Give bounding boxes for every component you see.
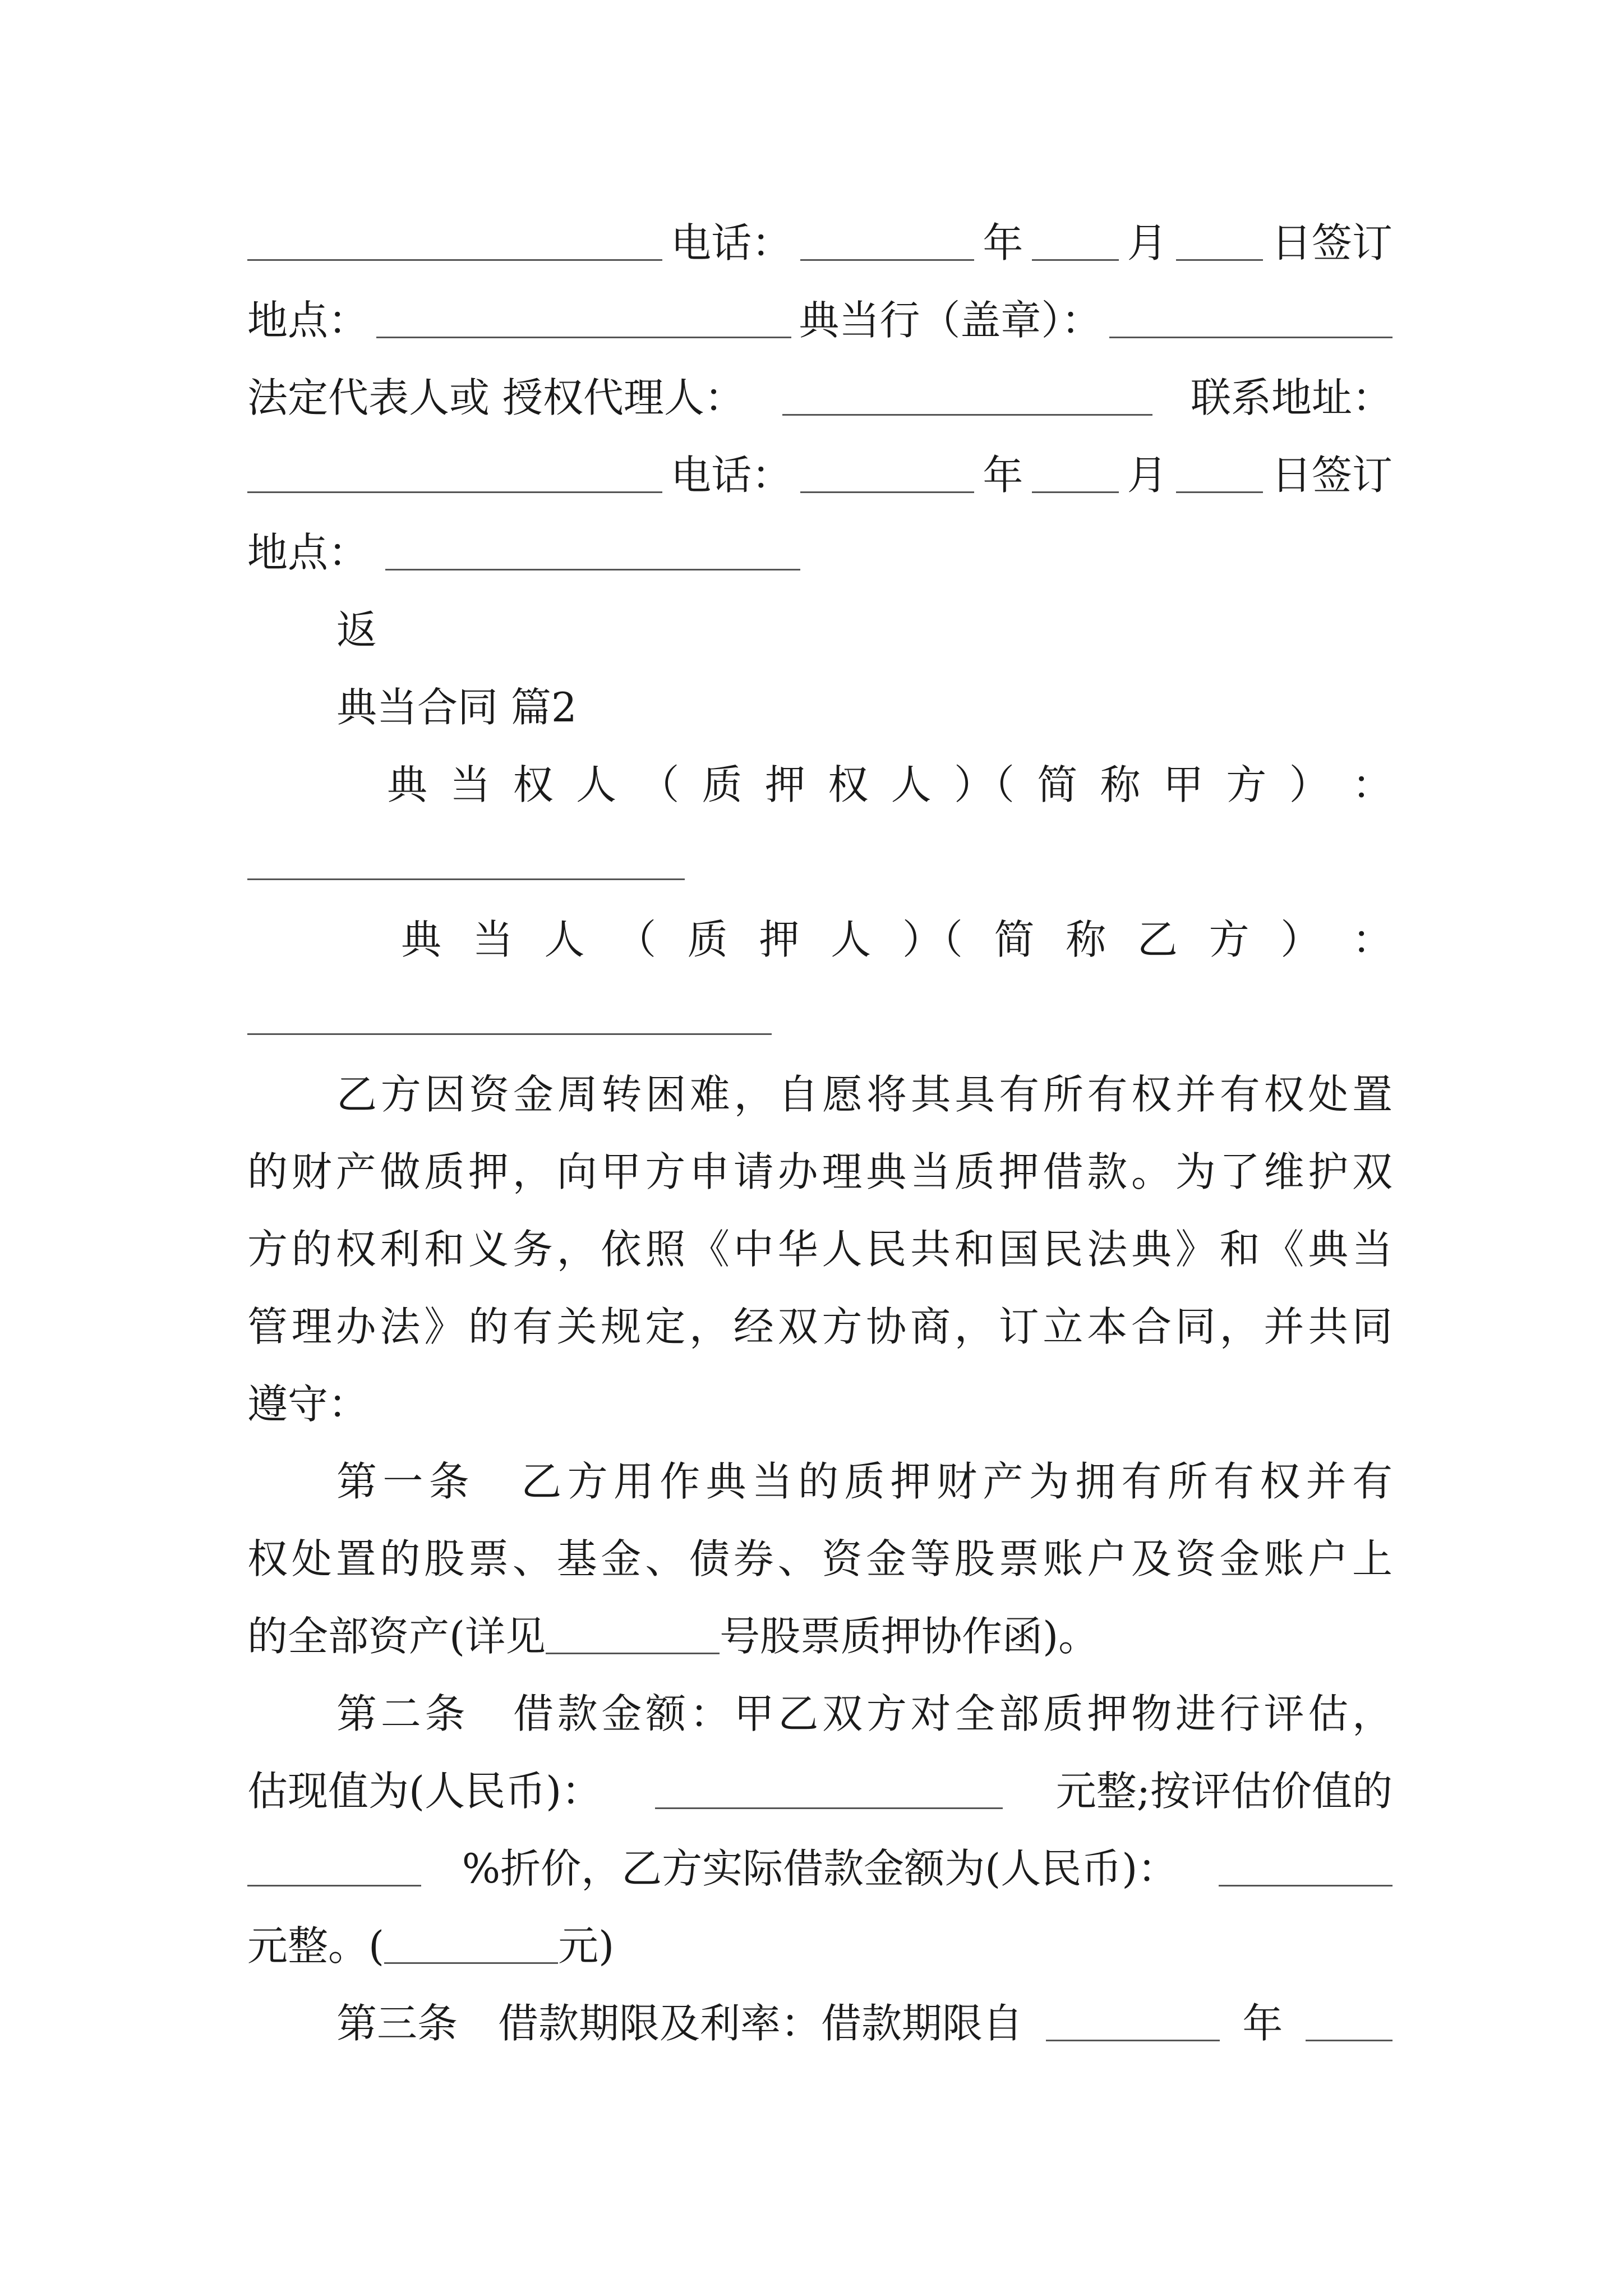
blank-field[interactable] [247, 1844, 421, 1887]
paragraph-line [247, 1370, 1393, 1432]
blank-field[interactable] [247, 993, 772, 1035]
paragraph-text: 乙方因资金周转困难，自愿将其具有所有权并有权处置 [336, 1071, 1393, 1118]
char: ）（ [953, 761, 1015, 808]
blank-field[interactable] [1219, 1844, 1393, 1887]
place-label: 地点： [247, 297, 369, 344]
article-1-line [247, 1525, 1393, 1586]
blank-field[interactable] [655, 1767, 1003, 1809]
place-label: 地点： [247, 529, 369, 576]
char: 押 [764, 761, 805, 808]
blank-field[interactable] [247, 451, 662, 493]
char: 乙 [1137, 916, 1178, 963]
char: （ [639, 761, 680, 808]
article-text: 权处置的股票、基金、债券、资金等股票账户及资金账户上 [247, 1535, 1393, 1582]
pawnbroker-line [387, 751, 1393, 812]
phone-label: 电话： [671, 219, 792, 266]
article-text: 年 [1242, 2000, 1283, 2047]
char: 质 [687, 916, 728, 963]
char: ： [1352, 761, 1393, 808]
month-label: 月 [1127, 219, 1168, 266]
legal-rep-label: 法定代表人或 授权代理人： [247, 374, 745, 421]
pawner-line [401, 905, 1393, 967]
article-3-line [336, 1989, 1393, 2051]
char: 典 [387, 761, 428, 808]
section-title [336, 673, 1393, 735]
article-text: 估现值为(人民币)： [247, 1768, 602, 1815]
char: ： [1352, 916, 1393, 963]
blank-field[interactable] [1176, 451, 1263, 493]
paragraph-text: 遵守： [247, 1381, 369, 1428]
article-text: 第三条 借款期限及利率：借款期限自 [336, 2000, 1023, 2047]
blank-field[interactable] [1109, 296, 1393, 338]
char: ）（ [902, 916, 963, 963]
article-2-line [247, 1912, 1393, 1973]
year-label: 年 [983, 452, 1023, 499]
blank-field[interactable] [247, 838, 685, 880]
char: 称 [1100, 761, 1141, 808]
blank-field[interactable] [1176, 219, 1263, 261]
char: 人 [544, 916, 585, 963]
article-text: 元) [558, 1922, 615, 1970]
article-text: 元整;按评估价值的 [1055, 1768, 1393, 1815]
contract-title: 典当合同 篇2 [336, 684, 577, 731]
char: 简 [1037, 761, 1078, 808]
blank-field[interactable] [1032, 219, 1119, 261]
blank-field[interactable] [247, 219, 662, 261]
pawnbroker-blank-row [247, 828, 1393, 890]
char: 简 [994, 916, 1035, 963]
pawner-blank-row [247, 983, 1393, 1045]
month-label: 月 [1127, 452, 1168, 499]
paragraph-line [247, 1292, 1393, 1354]
blank-field[interactable] [800, 219, 974, 261]
article-text: 的全部资产(详见 [247, 1613, 546, 1660]
paragraph-text: 管理办法》的有关规定，经双方协商，订立本合同，并共同 [247, 1303, 1393, 1350]
char: 称 [1066, 916, 1106, 963]
paragraph-line [336, 1060, 1393, 1122]
article-text: %折价，乙方实际借款金额为(人民币)： [462, 1845, 1178, 1892]
blank-field[interactable] [376, 296, 791, 338]
back-label: 返 [336, 606, 377, 654]
char: 甲 [1163, 761, 1204, 808]
article-text: 号股票质押协作函)。 [720, 1613, 1099, 1660]
article-text: 第一条 乙方用作典当的质押财产为拥有所有权并有 [336, 1458, 1393, 1505]
article-1-line [247, 1602, 1393, 1664]
article-2-line [247, 1757, 1393, 1819]
article-text: 元整。( [247, 1922, 385, 1970]
char: 押 [759, 916, 800, 963]
blank-field[interactable] [1306, 1999, 1393, 2041]
blank-field[interactable] [384, 1922, 558, 1964]
char: 权 [828, 761, 869, 808]
signature-row-1 [247, 209, 1393, 270]
char: 当 [450, 761, 491, 808]
char: 方 [1209, 916, 1249, 963]
char: （ [616, 916, 657, 963]
article-1-line [336, 1447, 1393, 1509]
day-signed-label: 日签订 [1271, 219, 1393, 266]
signature-row-3 [247, 364, 1393, 425]
article-text: 第二条 借款金额：甲乙双方对全部质押物进行评估， [336, 1690, 1393, 1737]
char: 人 [831, 916, 872, 963]
address-label: 联系地址： [1190, 374, 1393, 421]
char: 方 [1226, 761, 1267, 808]
year-label: 年 [983, 219, 1023, 266]
char: 典 [401, 916, 442, 963]
blank-field[interactable] [782, 374, 1152, 416]
pawnshop-seal-label: 典当行（盖章）： [799, 297, 1102, 344]
char: 人 [575, 761, 616, 808]
signature-row-5 [247, 518, 1393, 580]
char: 人 [891, 761, 932, 808]
char: 当 [472, 916, 513, 963]
blank-field[interactable] [1046, 1999, 1220, 2041]
paragraph-line [247, 1138, 1393, 1199]
char: ） [1280, 916, 1321, 963]
paragraph-text: 方的权利和义务，依照《中华人民共和国民法典》和《典当 [247, 1226, 1393, 1273]
article-2-line [247, 1834, 1393, 1896]
char: 质 [702, 761, 743, 808]
signature-row-2 [247, 286, 1393, 348]
signature-row-4 [247, 441, 1393, 503]
blank-field[interactable] [546, 1612, 720, 1654]
back-text [336, 596, 1393, 657]
day-signed-label: 日签订 [1271, 452, 1393, 499]
paragraph-line [247, 1215, 1393, 1277]
char: 权 [513, 761, 554, 808]
article-2-line [336, 1680, 1393, 1741]
char: ） [1289, 761, 1330, 808]
paragraph-text: 的财产做质押，向甲方申请办理典当质押借款。为了维护双 [247, 1148, 1393, 1195]
blank-field[interactable] [1032, 451, 1119, 493]
blank-field[interactable] [385, 528, 800, 570]
phone-label: 电话： [671, 452, 792, 499]
blank-field[interactable] [800, 451, 974, 493]
